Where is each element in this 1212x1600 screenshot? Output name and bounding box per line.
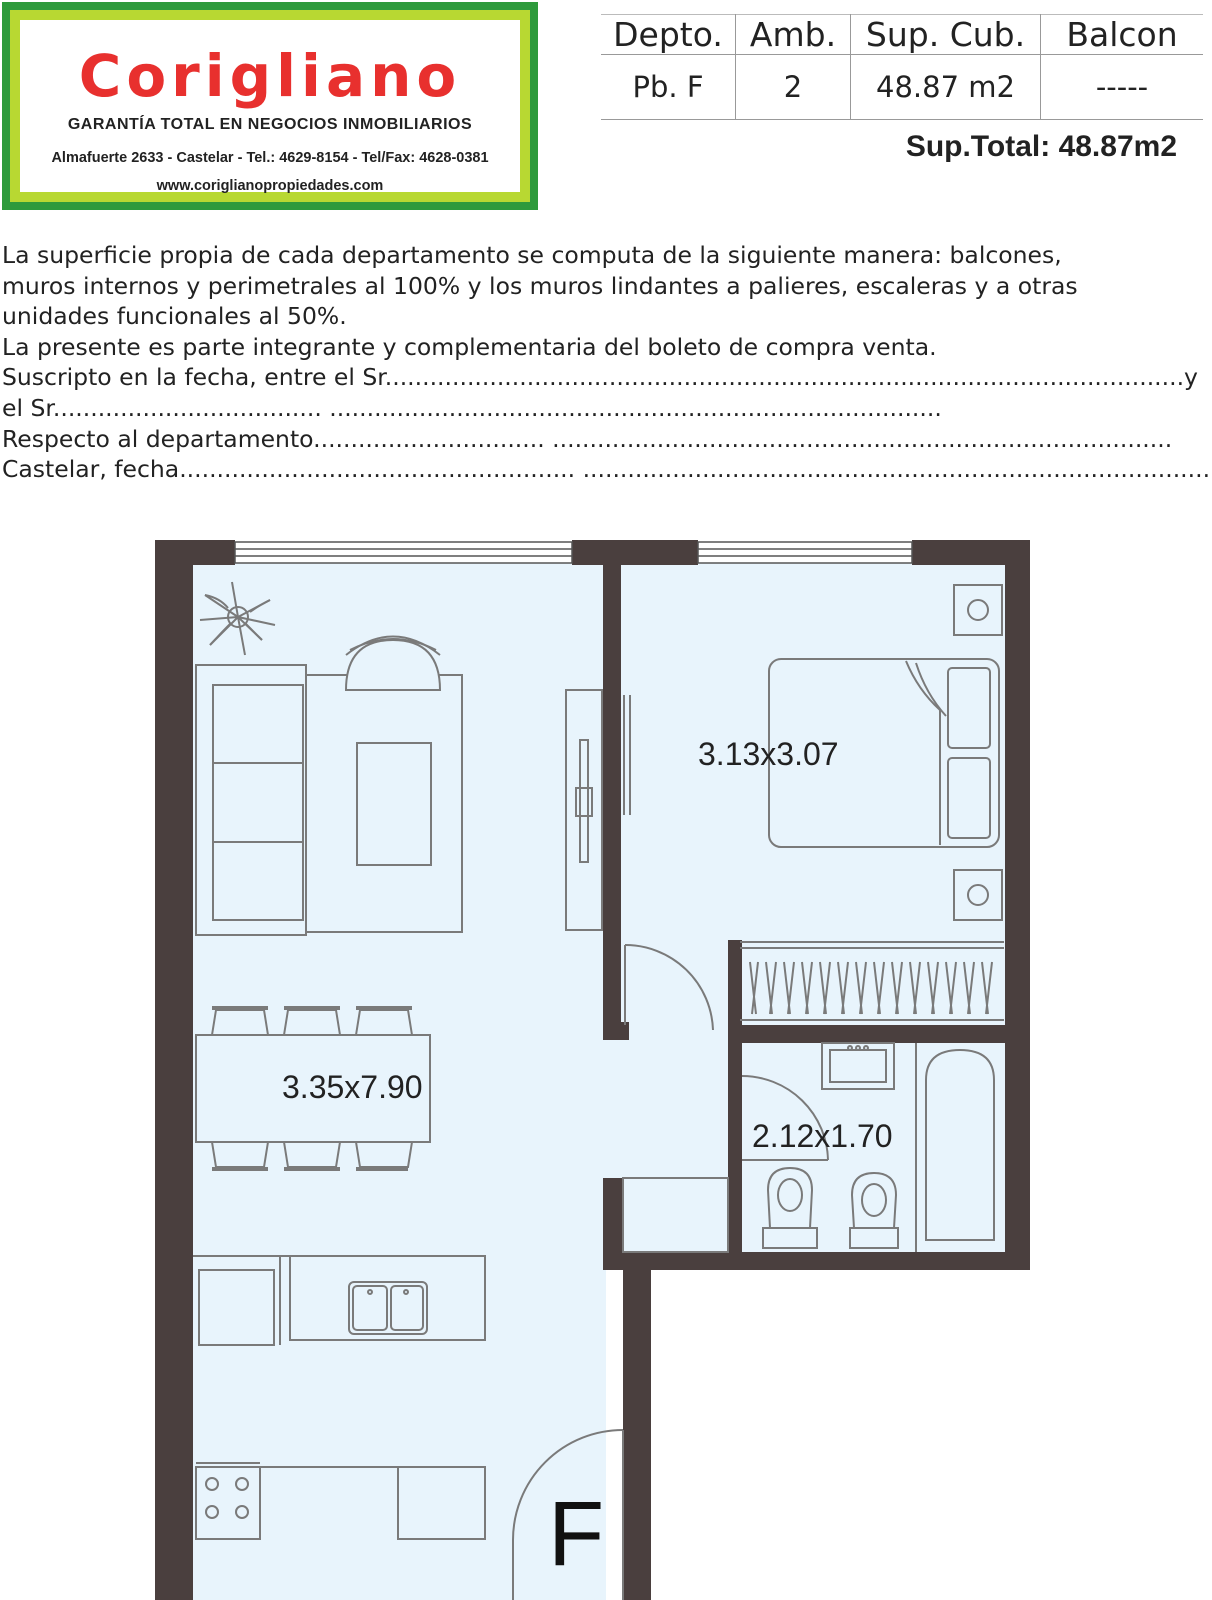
- header-depto: Depto.: [601, 15, 736, 55]
- legal-text: [2, 240, 1211, 485]
- summary-value-row: [601, 55, 1203, 120]
- legal-line: La presente es parte integrante y complementaria del boleto de compra venta.: [2, 332, 937, 361]
- unit-letter: F: [548, 1483, 605, 1585]
- header-balcon: Balcon: [1041, 15, 1204, 55]
- value-amb: 2: [736, 55, 851, 120]
- armchair-icon: [346, 637, 440, 691]
- logo-website: www.coriglianopropiedades.com: [156, 178, 384, 194]
- bathroom-dimensions: 2.12x1.70: [752, 1118, 893, 1154]
- legal-line: Suscripto en la fecha, entre el Sr...........................................................................................................y: [2, 363, 1198, 392]
- value-sup-cub: 48.87 m2: [851, 55, 1041, 120]
- logo-name: Corigliano: [78, 42, 462, 110]
- value-depto: Pb. F: [601, 55, 736, 120]
- living-dimensions: 3.35x7.90: [282, 1069, 423, 1105]
- legal-line: Respecto al departamento............................... ...................................................................................: [2, 424, 1173, 453]
- legal-line: Castelar, fecha..................................................... ....................................................................................: [2, 455, 1211, 484]
- logo-address: Almafuerte 2633 - Castelar - Tel.: 4629-8154 - Tel/Fax: 4628-0381: [51, 150, 489, 166]
- logo-panel: [20, 20, 520, 192]
- total-surface: Sup.Total: 48.87m2: [905, 130, 1177, 163]
- bedroom-dimensions: 3.13x3.07: [698, 736, 839, 772]
- window-top-bedroom: [698, 542, 912, 563]
- legal-line: La superficie propia de cada departamento se computa de la siguiente manera: balcones,: [2, 241, 1062, 269]
- legal-line: el Sr.................................... ..................................................................................: [2, 393, 942, 422]
- legal-line: muros internos y perimetrales al 100% y los muros lindantes a palieres, escaleras y a otras: [2, 271, 1078, 300]
- header-amb: Amb.: [736, 15, 851, 55]
- floor-plan: [150, 540, 1050, 1600]
- value-balcon: -----: [1041, 55, 1204, 120]
- legal-line: unidades funcionales al 50%.: [2, 302, 347, 331]
- unit-summary-table: [601, 14, 1203, 120]
- summary-header-row: [601, 15, 1203, 55]
- company-logo: [2, 2, 538, 210]
- header-sup-cub: Sup. Cub.: [851, 15, 1041, 55]
- logo-slogan: GARANTÍA TOTAL EN NEGOCIOS INMOBILIARIOS: [67, 116, 473, 133]
- window-top-living: [235, 542, 572, 563]
- logo-frame: [10, 10, 530, 202]
